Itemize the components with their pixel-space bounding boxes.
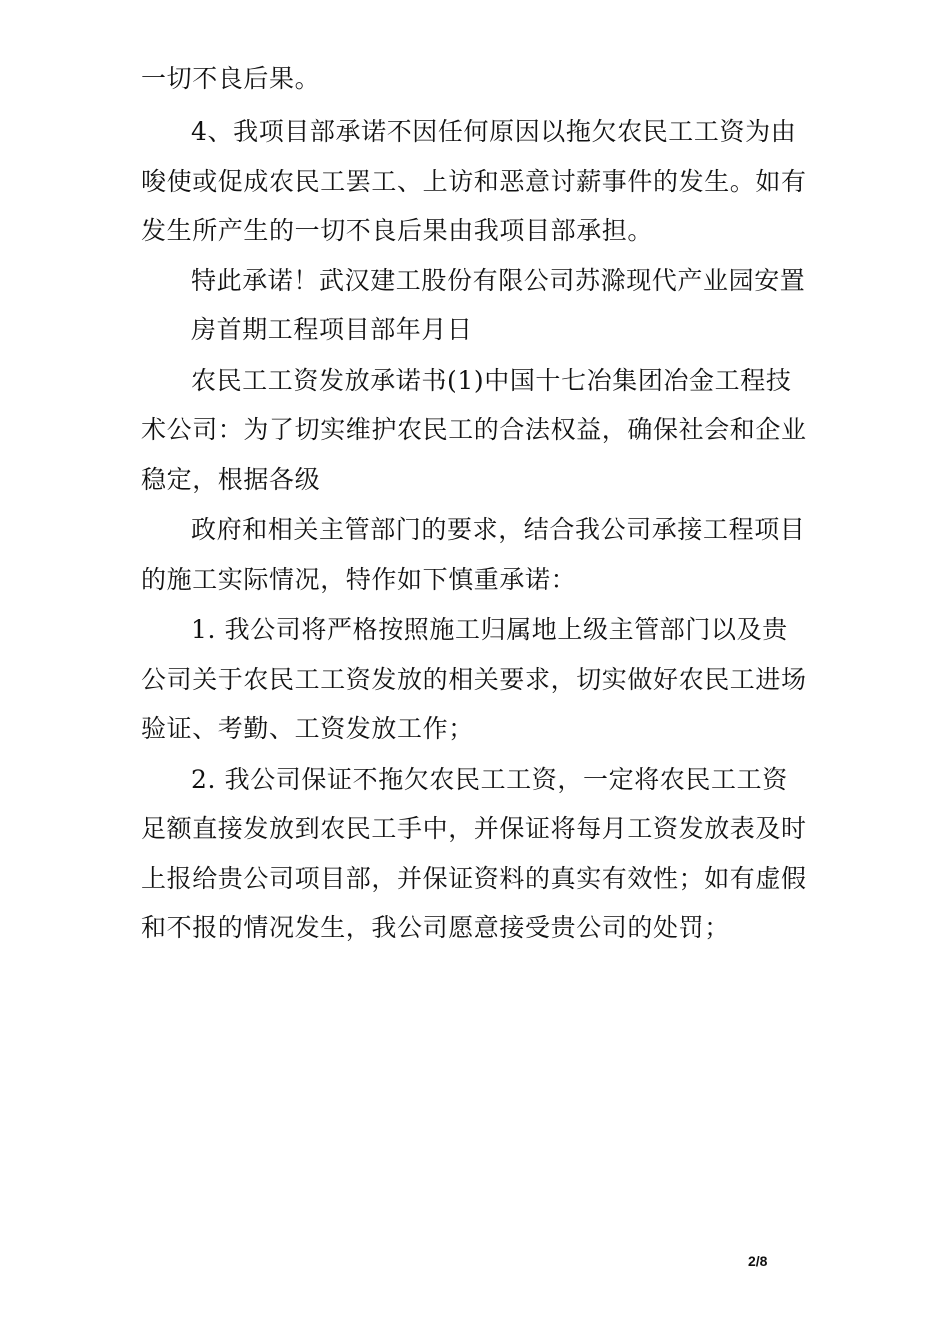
text-line: 唆使或促成农民工罢工、上访和恶意讨薪事件的发生。如有 <box>141 167 807 196</box>
text-line: 验证、考勤、工资发放工作； <box>141 714 474 743</box>
text-line: 上报给贵公司项目部，并保证资料的真实有效性；如有虚假 <box>141 864 807 893</box>
text-line: 足额直接发放到农民工手中，并保证将每月工资发放表及时 <box>141 814 807 843</box>
paragraph-start-line: 2. 我公司保证不拖欠农民工工资，一定将农民工工资 <box>191 765 788 794</box>
text-line: 公司关于农民工工资发放的相关要求，切实做好农民工进场 <box>141 665 807 694</box>
text-line: 发生所产生的一切不良后果由我项目部承担。 <box>141 216 654 245</box>
paragraph-start-line: 农民工工资发放承诺书(1)中国十七冶集团冶金工程技 <box>191 366 792 395</box>
text-line: 的施工实际情况，特作如下慎重承诺： <box>141 565 577 594</box>
text-line: 稳定，根据各级 <box>141 465 321 494</box>
paragraph-start-line: 4、我项目部承诺不因任何原因以拖欠农民工工资为由 <box>191 117 797 146</box>
text-line: 一切不良后果。 <box>141 64 321 93</box>
paragraph-start-line: 特此承诺！武汉建工股份有限公司苏滁现代产业园安置 <box>191 266 806 295</box>
paragraph-start-line: 1. 我公司将严格按照施工归属地上级主管部门以及贵 <box>191 615 788 644</box>
page-number: 2/8 <box>748 1253 768 1269</box>
text-line: 和不报的情况发生，我公司愿意接受贵公司的处罚； <box>141 913 730 942</box>
paragraph-start-line: 政府和相关主管部门的要求，结合我公司承接工程项目 <box>191 515 806 544</box>
text-line: 术公司：为了切实维护农民工的合法权益，确保社会和企业 <box>141 415 807 444</box>
text-line: 房首期工程项目部年月日 <box>191 315 473 344</box>
